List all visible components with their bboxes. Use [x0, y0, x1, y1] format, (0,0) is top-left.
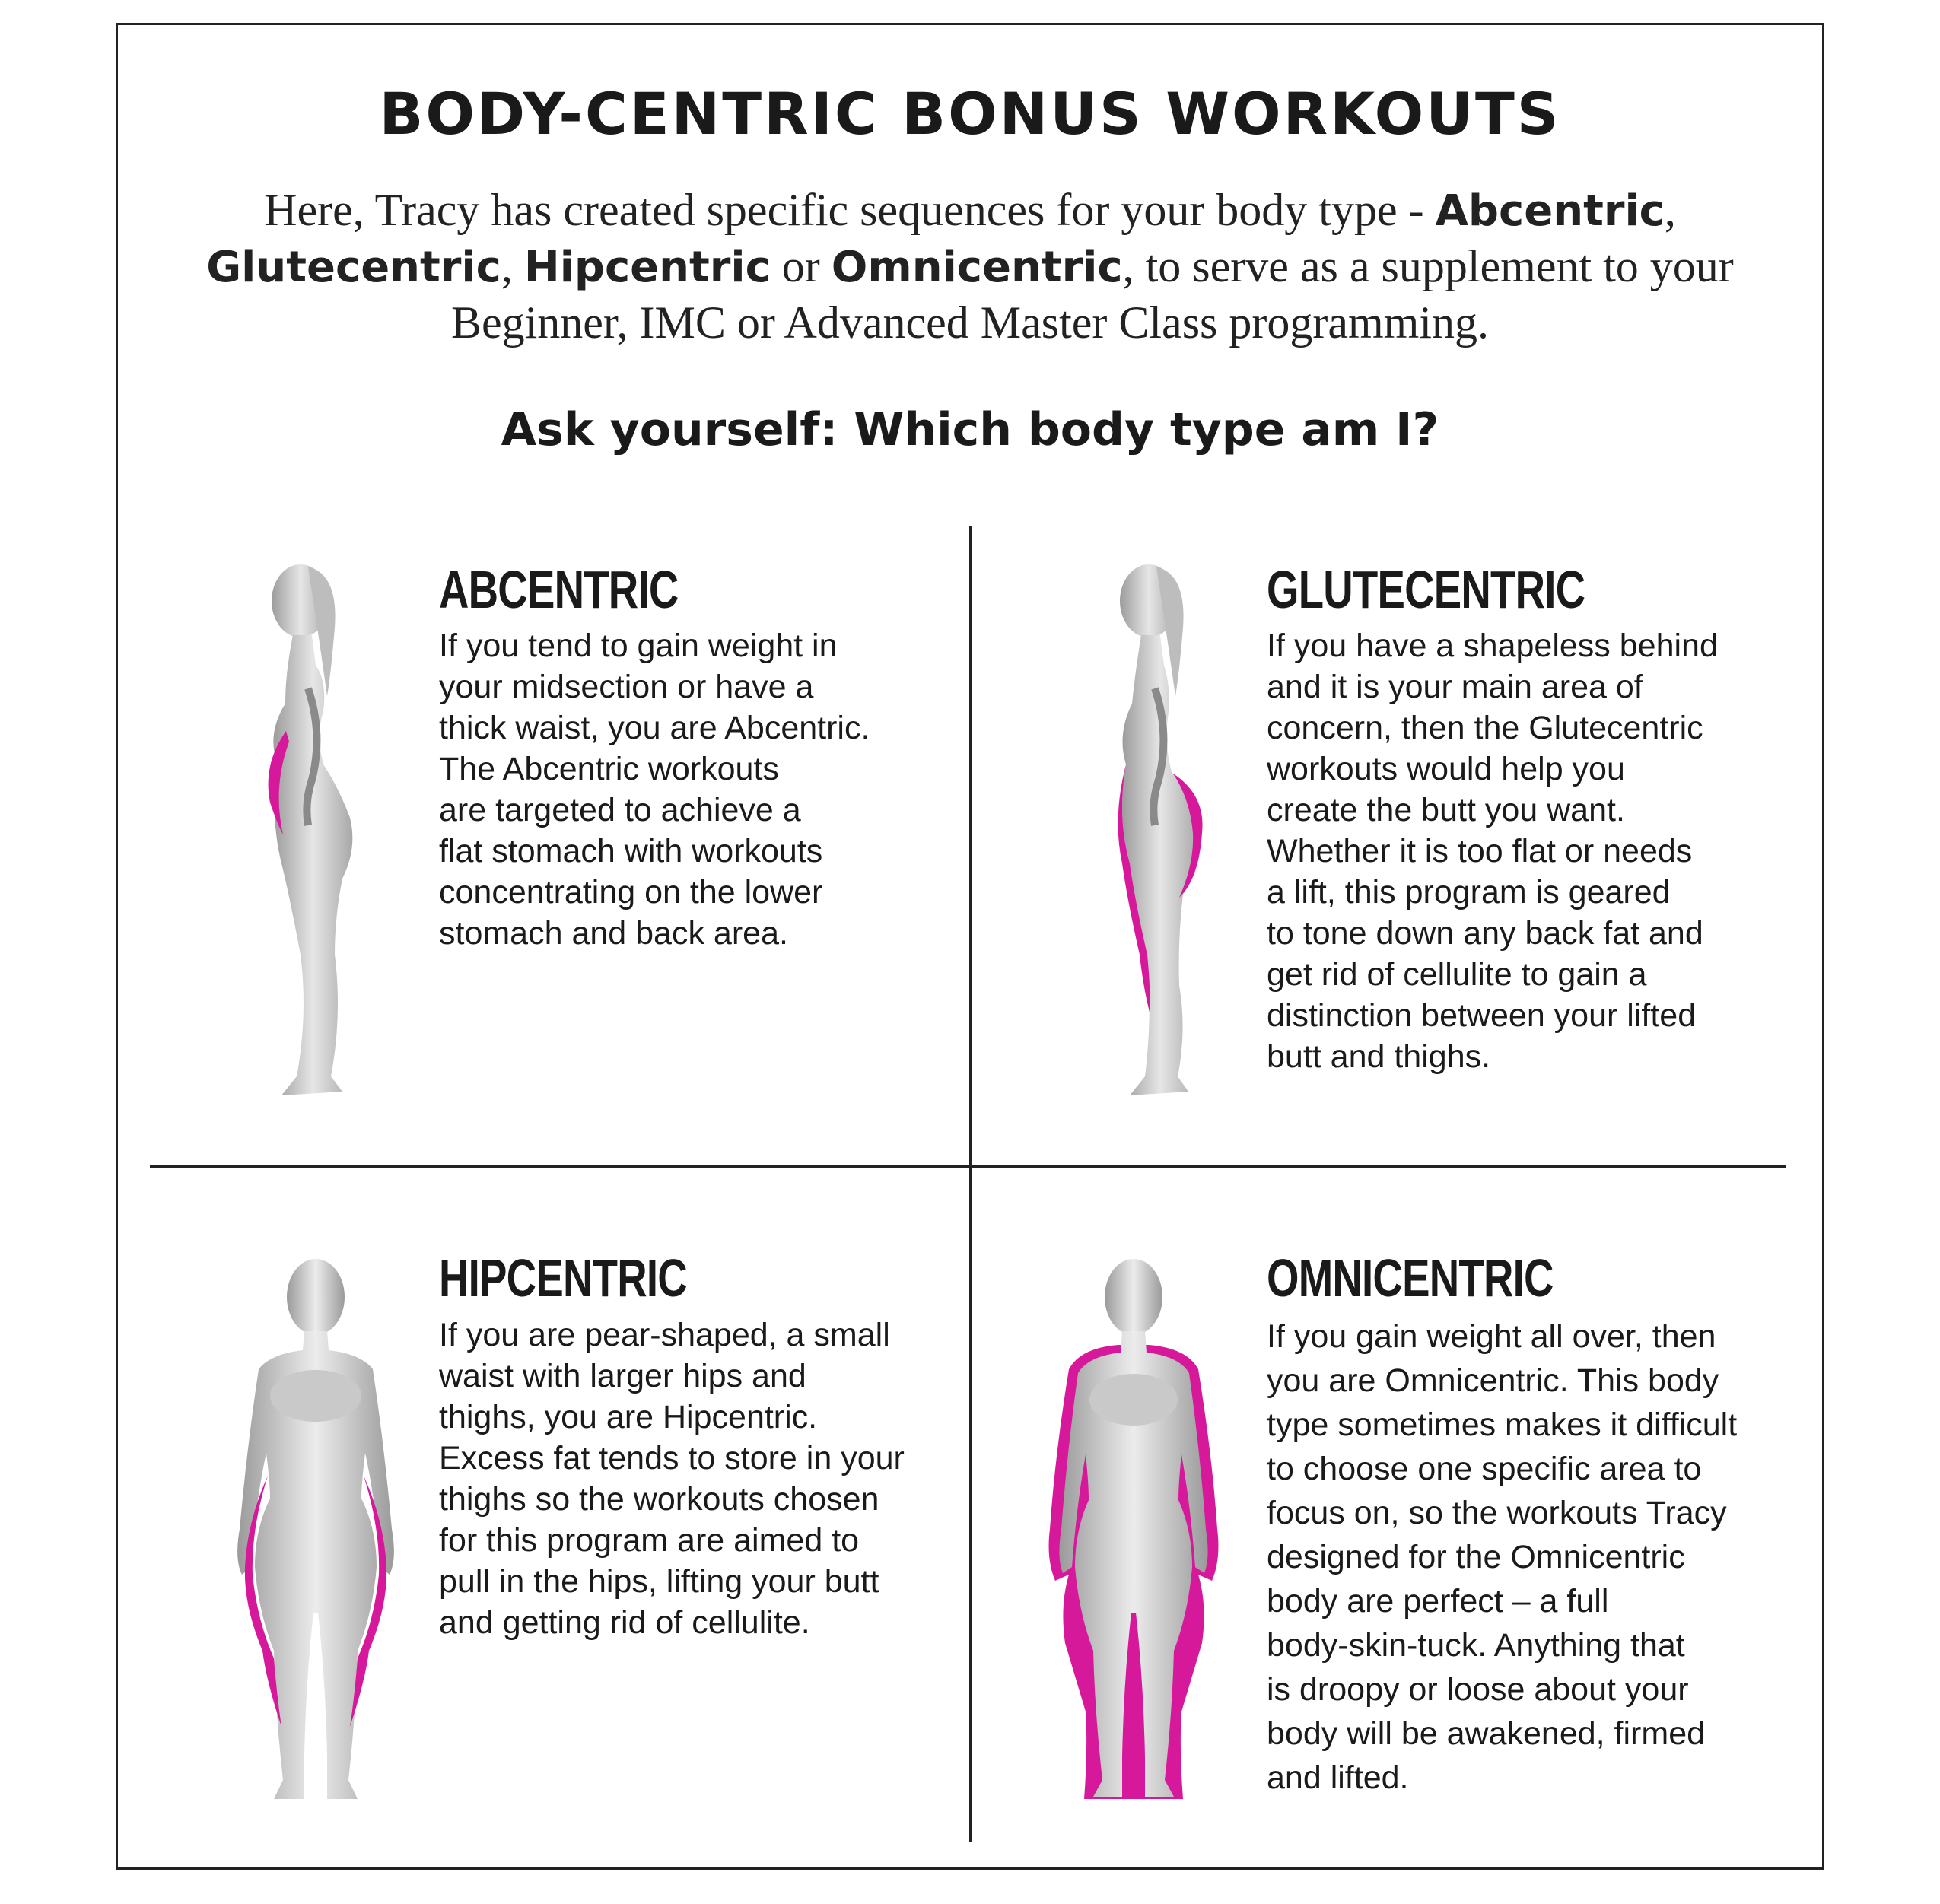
intro-separator: , — [501, 241, 524, 291]
intro-hipcentric: Hipcentric — [523, 243, 771, 292]
intro-text: Here, Tracy has created specific sequences for your body type - — [264, 185, 1436, 235]
intro-glutecentric: Glutecentric — [206, 243, 501, 292]
glutecentric-side-figure — [1088, 559, 1240, 1107]
side-body-shape — [1120, 564, 1198, 1095]
section-text-omnicentric: If you gain weight all over, then you are Omnicentric. This body type sometimes makes it difficult to choose one specific area to focus on, so the workouts Tracy designed for the Omnicentric body are perfect – a full body-skin-tuck. Anything that is droopy or loose about your body will be awakened, firmed and lifted. — [1267, 1318, 1738, 1796]
intro-separator: , — [1664, 185, 1676, 235]
intro-omnicentric: Omnicentric — [831, 243, 1123, 292]
hipcentric-front-figure — [221, 1255, 411, 1810]
abcentric-side-figure — [236, 559, 388, 1107]
section-text-abcentric: If you tend to gain weight in your midsection or have a thick waist, you are Abcentric. The Abcentric workouts are targeted to achieve a flat stomach with workouts concentrating on the lower stomach and back area. — [439, 628, 870, 952]
omnicentric-front-figure — [1038, 1255, 1229, 1810]
question-heading: Ask yourself: Which body type am I? — [501, 403, 1439, 456]
section-heading-omnicentric: OMNICENTRIC — [1267, 1248, 1554, 1308]
section-heading-hipcentric: HIPCENTRIC — [439, 1248, 687, 1308]
front-body-shape — [237, 1259, 394, 1799]
section-text-hipcentric: If you are pear-shaped, a small waist with larger hips and thighs, you are Hipcentric. Excess fat tends to store in your thighs so the workouts chosen for this program are aimed to pull in the hips, lifting your butt and getting rid of cellulite. — [439, 1317, 905, 1641]
section-heading-glutecentric: GLUTECENTRIC — [1267, 560, 1585, 619]
intro-separator: or — [770, 241, 832, 291]
horizontal-divider — [150, 1165, 1786, 1168]
intro-abcentric: Abcentric — [1435, 186, 1665, 236]
section-heading-abcentric: ABCENTRIC — [439, 560, 679, 619]
vertical-divider — [969, 526, 972, 1842]
side-body-shape — [272, 564, 352, 1095]
intro-paragraph — [190, 183, 1750, 351]
intro-text: , to serve as a supplement to your Beginner, IMC or Advanced Master Class programming. — [450, 241, 1734, 348]
page-title: BODY-CENTRIC BONUS WORKOUTS — [379, 80, 1561, 148]
section-text-glutecentric: If you have a shapeless behind and it is your main area of concern, then the Glutecentric workouts would help you create the butt you want. Whether it is too flat or needs a lift, this program is geared to tone down any back fat and get rid of cellulite to gain a distinction between your lifted butt and thighs. — [1267, 628, 1718, 1075]
